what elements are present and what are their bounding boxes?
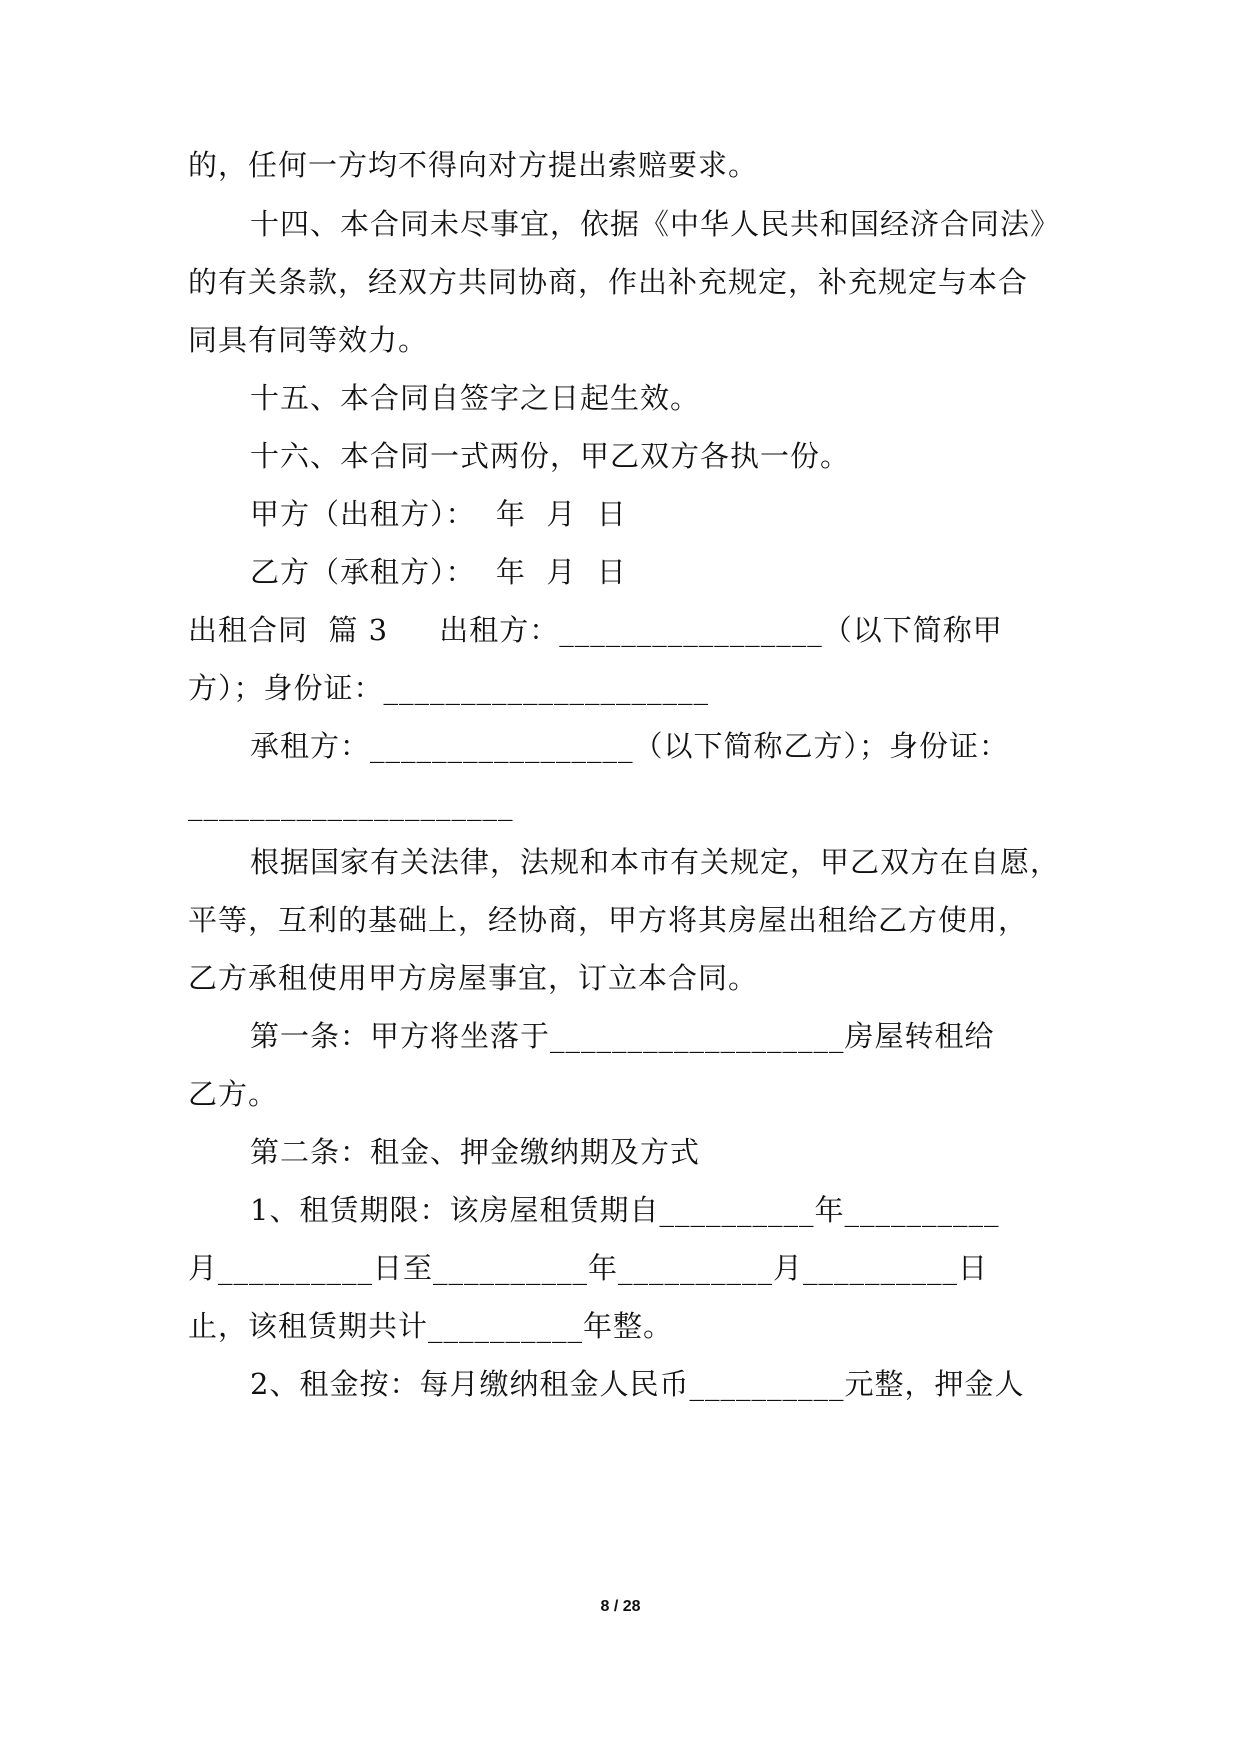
text-line: 乙方。 [188, 1077, 279, 1111]
text-line: 十五、本合同自签字之日起生效。 [250, 381, 701, 415]
text-line: 第二条：租金、押金缴纳期及方式 [250, 1135, 701, 1169]
text-line: 月__________日至__________年__________月__________日 [188, 1251, 989, 1285]
text-line: _____________________ [188, 787, 514, 821]
text-line: 第一条：甲方将坐落于___________________房屋转租给 [250, 1019, 995, 1053]
text-line: 1、租赁期限：该房屋租赁期自__________年__________ [250, 1193, 1000, 1227]
text-line: 止，该租赁期共计__________年整。 [188, 1309, 674, 1343]
text-line: 出租合同 篇 3 出租方：_________________（以下简称甲 [188, 613, 1003, 647]
text-line: 平等，互利的基础上，经协商，甲方将其房屋出租给乙方使用， [188, 903, 1029, 937]
text-line: 同具有同等效力。 [188, 323, 429, 357]
text-line: 乙方承租使用甲方房屋事宜，订立本合同。 [188, 961, 759, 995]
text-line: 承租方：_________________（以下简称乙方）；身份证： [250, 729, 1010, 763]
text-line: 的有关条款，经双方共同协商，作出补充规定，补充规定与本合 [188, 265, 1029, 299]
text-line: 甲方（出租方）： 年 月 日 [250, 497, 627, 531]
text-line: 的，任何一方均不得向对方提出索赔要求。 [188, 148, 759, 182]
text-line: 乙方（承租方）： 年 月 日 [250, 555, 627, 589]
text-line: 2、租金按：每月缴纳租金人民币__________元整，押金人 [250, 1367, 1025, 1401]
text-line: 十四、本合同未尽事宜，依据《中华人民共和国经济合同法》 [250, 207, 1061, 241]
text-line: 方）；身份证：_____________________ [188, 671, 710, 705]
page-number: 8 / 28 [600, 1598, 641, 1615]
text-line: 根据国家有关法律，法规和本市有关规定，甲乙双方在自愿， [250, 845, 1061, 879]
text-line: 十六、本合同一式两份，甲乙双方各执一份。 [250, 439, 851, 473]
